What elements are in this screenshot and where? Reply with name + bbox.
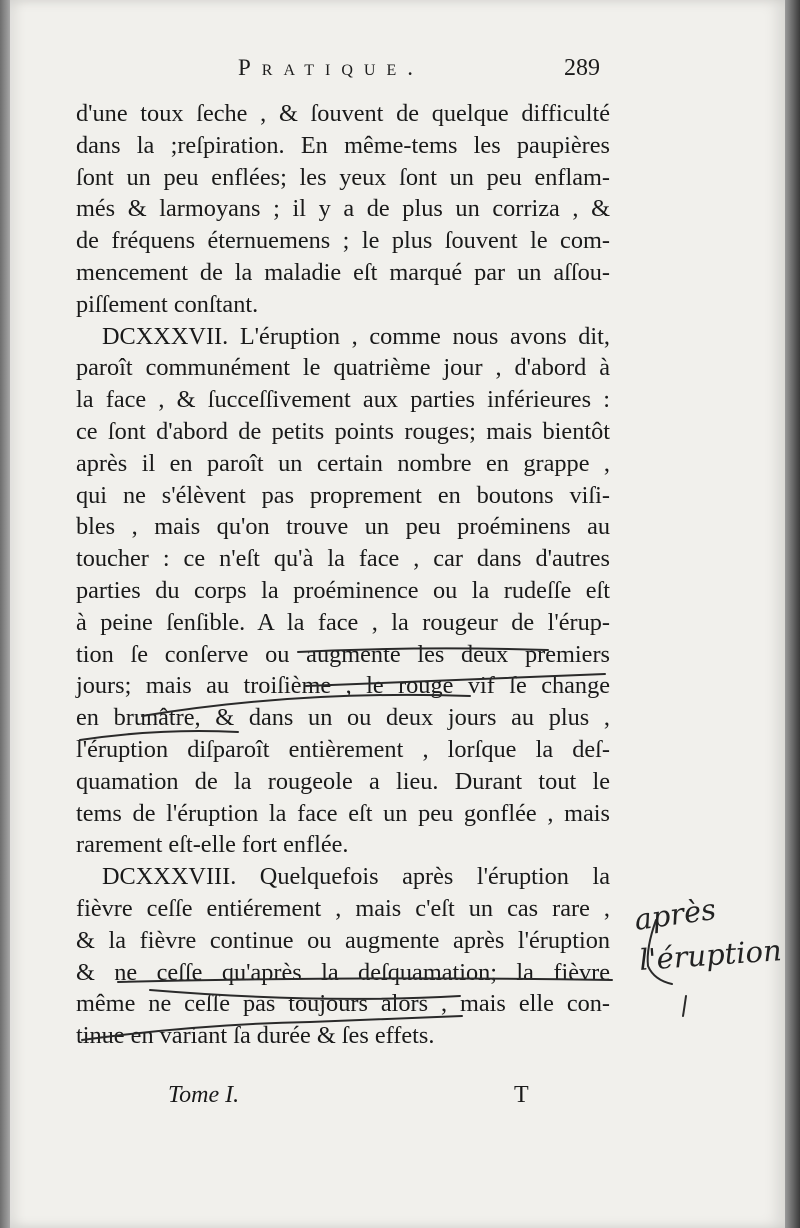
text-line: fièvre ceſſe entiérement , mais c'eſt un cas rare , xyxy=(76,894,610,922)
text-line: tems de l'éruption la face eſt un peu gonflée , mais xyxy=(76,799,610,827)
text-line: après il en paroît un certain nombre en grappe , xyxy=(76,449,610,477)
text-line: la face , & ſucceſſivement aux parties inférieures : xyxy=(76,386,610,414)
text-line: quamation de la rougeole a lieu. Durant tout le xyxy=(76,767,610,795)
signature-mark: T xyxy=(514,1082,529,1108)
page-header xyxy=(238,55,600,91)
text-line: en brunâtre, & dans un ou deux jours au plus , xyxy=(76,704,610,732)
paragraph-start-637: DCXXXVII. L'éruption , comme nous avons dit, xyxy=(102,322,610,350)
text-line: même ne ceſſe pas toujours alors , mais elle con- xyxy=(76,990,610,1018)
volume-label: Tome I. xyxy=(168,1082,240,1108)
svg-text:l'éruption: l'éruption xyxy=(638,933,783,977)
body-text xyxy=(76,98,610,1052)
text-line: ſont un peu enflées; les yeux ſont un peu enflam- xyxy=(76,163,610,191)
text-line: tinue en variant ſa durée & ſes effets. xyxy=(76,1022,435,1050)
text-line: tion ſe conſerve ou augmente les deux premiers xyxy=(76,640,610,668)
paragraph-start-638: DCXXXVIII. Quelquefois après l'éruption la xyxy=(102,863,610,891)
text-line: l'éruption diſparoît entièrement , lorſque la deſ- xyxy=(76,735,610,763)
text-line: bles , mais qu'on trouve un peu proéminens au xyxy=(76,513,610,541)
text-line: toucher : ce n'eſt qu'à la face , car dans d'autres xyxy=(76,545,610,573)
page-footer xyxy=(76,1082,610,1114)
text-line: més & larmoyans ; il y a de plus un corriza , & xyxy=(76,195,610,223)
text-line: jours; mais au troiſième , le rouge vif ſe change xyxy=(76,672,610,700)
text-line: parties du corps la proéminence ou la rudeſſe eſt xyxy=(76,576,610,604)
text-line: piſſement conſtant. xyxy=(76,290,259,318)
text-line: ce ſont d'abord de petits points rouges; mais bientôt xyxy=(76,417,610,445)
text-line: dans la ;reſpiration. En même-tems les paupières xyxy=(76,131,610,159)
text-line: & ne ceſſe qu'après la deſquamation; la fièvre xyxy=(76,958,610,986)
text-line: mencement de la maladie eſt marqué par un aſſou- xyxy=(76,258,610,286)
svg-text:après: après xyxy=(632,891,718,937)
text-line: à peine ſenſible. A la face , la rougeur de l'érup- xyxy=(76,608,610,636)
text-line: de fréquens éternuemens ; le plus ſouvent le com- xyxy=(76,227,610,255)
text-line: & la fièvre continue ou augmente après l'éruption xyxy=(76,926,610,954)
text-line: d'une toux ſeche , & ſouvent de quelque difficulté xyxy=(76,100,610,127)
text-line: paroît communément le quatrième jour , d'abord à xyxy=(76,354,610,382)
text-line: qui ne s'élèvent pas proprement en boutons viſi- xyxy=(76,481,610,509)
running-title: Pratique. xyxy=(238,55,424,80)
text-line: rarement eſt-elle fort enflée. xyxy=(76,831,349,859)
page-number: 289 xyxy=(564,55,600,81)
page-edge xyxy=(785,0,800,1228)
